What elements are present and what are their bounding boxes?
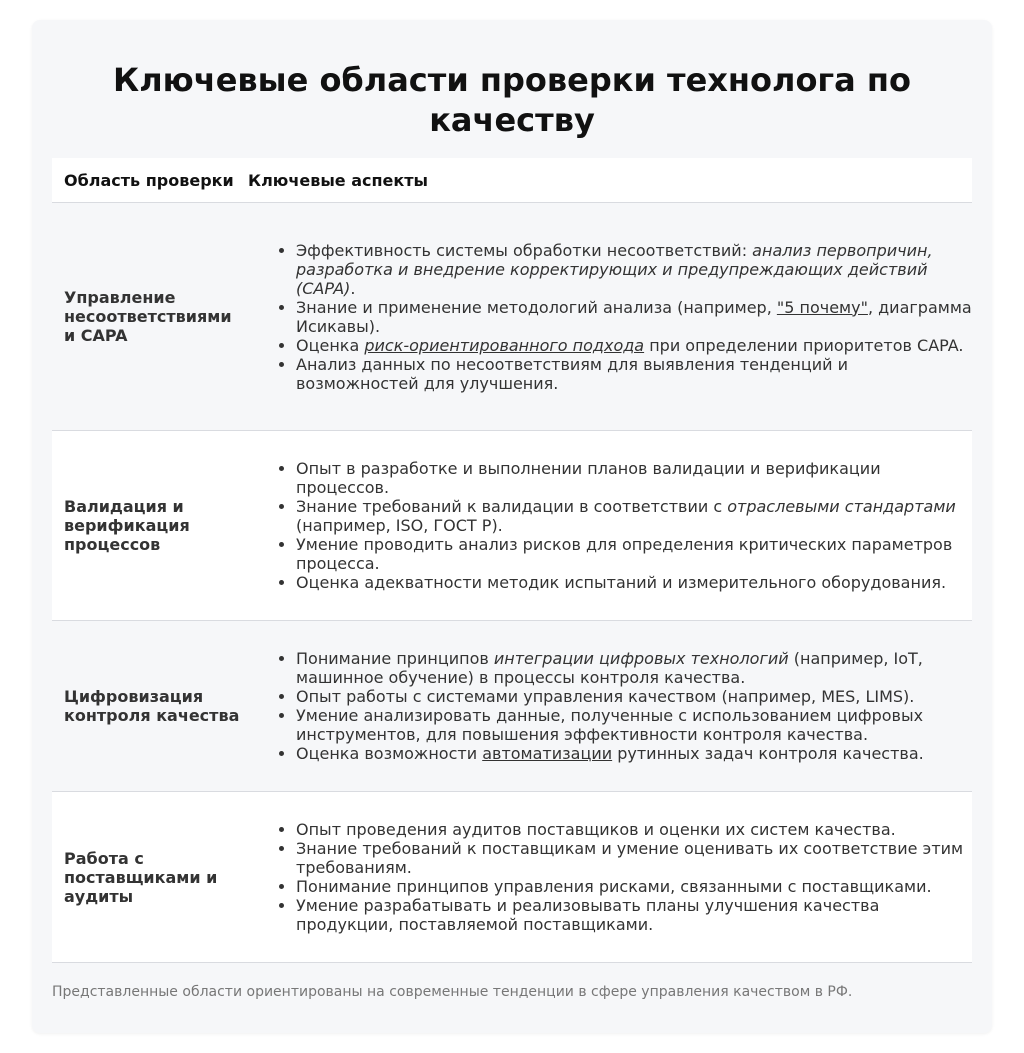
aspect-text: . <box>350 278 356 298</box>
aspect-text: отраслевыми стандартами <box>727 497 956 516</box>
aspect-text: Опыт в разработке и выполнении планов валидации и верификации процессов. <box>296 459 881 497</box>
aspect-item <box>296 744 972 763</box>
aspect-text: Умение проводить анализ рисков для определения критических параметров процесса. <box>296 535 953 573</box>
footnote: Представленные области ориентированы на современные тенденции в сфере управления качеством в РФ. <box>52 984 853 1000</box>
aspect-item <box>296 355 972 393</box>
aspect-text: , диаграмма Исикавы). <box>296 297 972 336</box>
aspect-item <box>296 535 972 573</box>
aspect-text: риск-ориентированного подхода <box>364 335 645 355</box>
aspect-text: Оценка возможности <box>296 744 483 763</box>
aspect-item <box>296 706 972 744</box>
aspect-text: Знание и применение методологий анализа (например, <box>296 297 777 317</box>
table-row <box>52 203 972 431</box>
aspect-text: рутинных задач контроля качества. <box>612 744 924 763</box>
aspect-text: (например, ISO, ГОСТ Р). <box>296 516 503 535</box>
aspect-text: анализ первопричин, разработка и внедрение корректирующих и предупреждающих действий (CAPA) <box>296 240 933 298</box>
page-title: Ключевые области проверки технолога по качеству <box>113 61 911 139</box>
aspect-item <box>296 839 972 877</box>
row-area: Работа с поставщиками и аудиты <box>64 848 218 906</box>
aspect-text: Эффективность системы обработки несоответствий: <box>296 240 753 260</box>
aspect-text: Понимание принципов <box>296 649 494 668</box>
table-row <box>52 792 972 963</box>
aspect-text: Знание требований к валидации в соответствии с <box>296 497 728 516</box>
aspect-item <box>296 459 972 497</box>
aspect-item <box>296 649 972 687</box>
aspect-text: Умение анализировать данные, полученные с использованием цифровых инструментов, для повышения эффективности контроля качества. <box>296 706 924 744</box>
aspect-item <box>296 687 972 706</box>
aspect-text: интеграции цифровых технологий <box>493 649 789 668</box>
aspect-item <box>296 298 972 336</box>
aspect-text: автоматизации <box>482 744 613 763</box>
aspect-item <box>296 820 972 839</box>
aspect-list <box>268 241 972 393</box>
inspection-table <box>52 158 972 963</box>
aspect-item <box>296 573 972 592</box>
aspect-item <box>296 896 972 934</box>
row-area: Управление несоответствиями и CAPA <box>64 288 232 345</box>
aspect-text: Понимание принципов управления рисками, связанными с поставщиками. <box>296 877 932 896</box>
aspect-item <box>296 497 972 535</box>
aspect-item <box>296 877 972 896</box>
row-area: Цифровизация контроля качества <box>64 687 240 725</box>
document-card <box>32 20 992 1033</box>
aspect-list <box>268 459 972 592</box>
aspect-item <box>296 241 972 298</box>
aspect-list <box>268 820 972 934</box>
aspect-text: Анализ данных по несоответствиям для выявления тенденций и возможностей для улучшения. <box>296 354 848 393</box>
row-area: Валидация и верификация процессов <box>64 497 190 554</box>
aspect-text: Знание требований к поставщикам и умение оценивать их соответствие этим требованиям. <box>296 839 964 877</box>
aspect-text: "5 почему" <box>776 297 868 317</box>
aspect-text: Оценка адекватности методик испытаний и измерительного оборудования. <box>296 573 947 592</box>
aspect-text: (например, IoT, машинное обучение) в процессы контроля качества. <box>296 649 923 687</box>
aspect-text: Умение разрабатывать и реализовывать планы улучшения качества продукции, поставляемой поставщиками. <box>296 896 880 934</box>
aspect-text: при определении приоритетов CAPA. <box>644 335 964 355</box>
aspect-text: Оценка <box>296 335 365 355</box>
aspect-list <box>268 649 972 763</box>
table-row <box>52 431 972 621</box>
aspect-text: Опыт работы с системами управления качеством (например, MES, LIMS). <box>296 687 915 706</box>
aspect-text: Опыт проведения аудитов поставщиков и оценки их систем качества. <box>296 820 896 839</box>
header-aspects: Ключевые аспекты <box>248 170 428 190</box>
table-row <box>52 621 972 792</box>
table-header <box>52 158 972 203</box>
aspect-item <box>296 336 972 355</box>
header-area: Область проверки <box>64 170 234 190</box>
